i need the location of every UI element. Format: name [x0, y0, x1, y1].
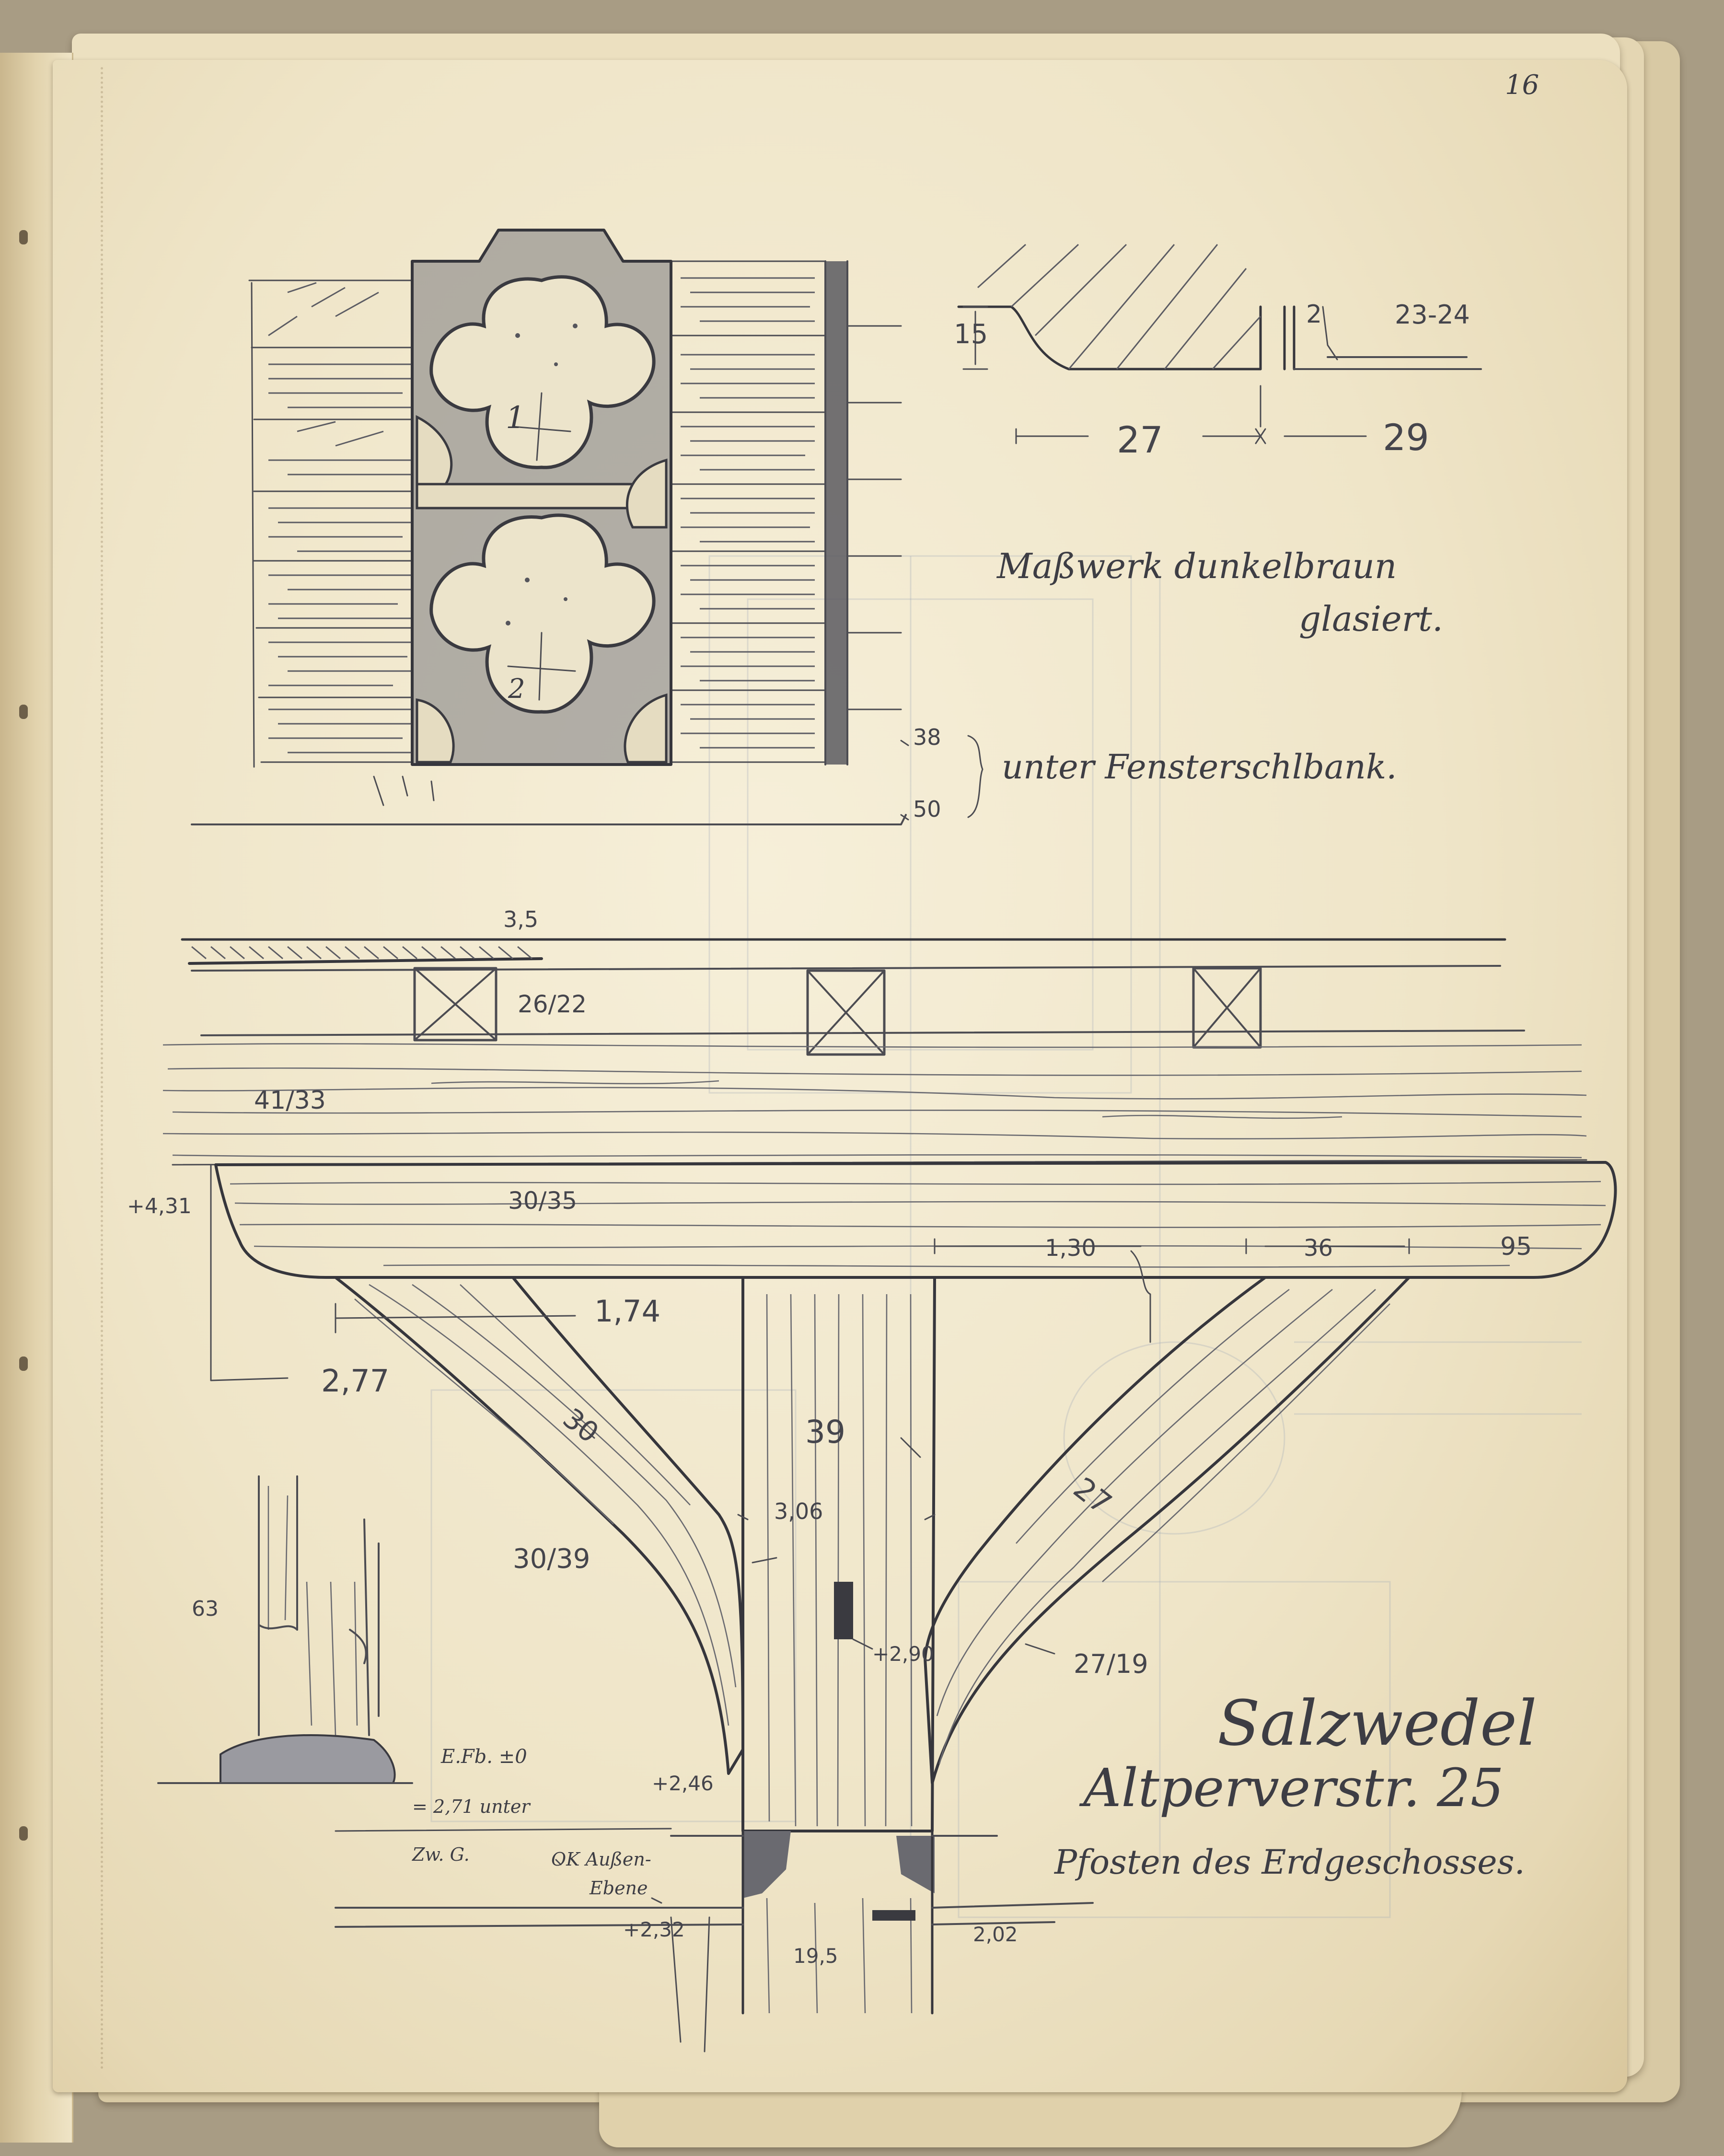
brace-right-section-label: 27/19 [1074, 1649, 1148, 1679]
timber-frame-sketch [158, 939, 1615, 2052]
beam-section-label: 41/33 [254, 1086, 326, 1115]
tracery-label-bottom: 2 [508, 673, 525, 705]
brace-offset-label: 1,74 [594, 1294, 661, 1329]
floor-beam [163, 1044, 1586, 1165]
ground-note-5: Ebene [590, 1878, 648, 1899]
small-post-detail [158, 1476, 671, 1903]
ground-note-4: OK Außen- [551, 1849, 651, 1870]
head-span-3-label: 95 [1500, 1232, 1532, 1261]
profile-width-right-label: 29 [1383, 416, 1429, 459]
post-level-label: 3,06 [774, 1498, 823, 1524]
note-bracket [968, 736, 983, 817]
post-width-label: 39 [805, 1414, 845, 1450]
profile-range-label: 23-24 [1395, 300, 1470, 330]
window-note: unter Fensterschlbank. [1002, 747, 1397, 787]
dimension-lines [211, 1165, 1409, 1654]
level-top-label: +4,31 [127, 1194, 192, 1218]
head-span-2-label: 36 [1304, 1235, 1333, 1262]
small-post-mark-label: 63 [192, 1597, 219, 1621]
brace-left-width-label: 30 [556, 1402, 605, 1449]
ground-note-1: E.Fb. ±0 [441, 1746, 527, 1768]
material-note-line2: glasiert. [1299, 599, 1443, 639]
head-section-label: 30/35 [508, 1187, 578, 1215]
moulding-profile-sketch [959, 244, 1481, 443]
tracery-frame [412, 230, 671, 765]
mortise-level-label: +2,90 [872, 1642, 934, 1666]
left-brace [336, 1277, 743, 1773]
post-base-label: 19,5 [793, 1944, 838, 1968]
tracery-label-top: 1 [506, 400, 525, 436]
head-beam [216, 1162, 1615, 1277]
street-address: Altperverstr. 25 [1083, 1757, 1504, 1819]
brick-wall-left [249, 280, 412, 767]
brace-left-section-label: 30/39 [513, 1543, 590, 1575]
right-level-label: 2,02 [973, 1923, 1018, 1946]
brace-foot-level-label: +2,46 [652, 1772, 714, 1795]
drawing-caption: Pfosten des Erdgeschosses. [1054, 1843, 1525, 1882]
city-name: Salzwedel [1217, 1687, 1537, 1760]
ground-note-2: = 2,71 unter [412, 1796, 530, 1817]
joist-section-label: 26/22 [518, 990, 587, 1018]
sill-upper-label: 38 [913, 724, 941, 750]
head-span-1-label: 1,30 [1045, 1235, 1096, 1262]
floor-level-label: +2,32 [623, 1918, 685, 1941]
sill-lower-label: 50 [913, 796, 941, 822]
tracery-panel-sketch [192, 230, 908, 824]
material-note-line1: Maßwerk dunkelbraun [997, 546, 1397, 586]
brace-right-width-label: 27 [1067, 1470, 1119, 1521]
profile-width-left-label: 27 [1117, 418, 1163, 461]
ground-note-3: Zw. G. [412, 1844, 470, 1865]
brace-drop-label: 2,77 [321, 1364, 390, 1399]
brick-wall-right [671, 261, 901, 765]
plank-label: 3,5 [503, 906, 539, 932]
profile-height-label: 15 [954, 319, 988, 350]
page-number: 16 [1505, 70, 1539, 101]
profile-small-label: 2 [1306, 300, 1322, 329]
